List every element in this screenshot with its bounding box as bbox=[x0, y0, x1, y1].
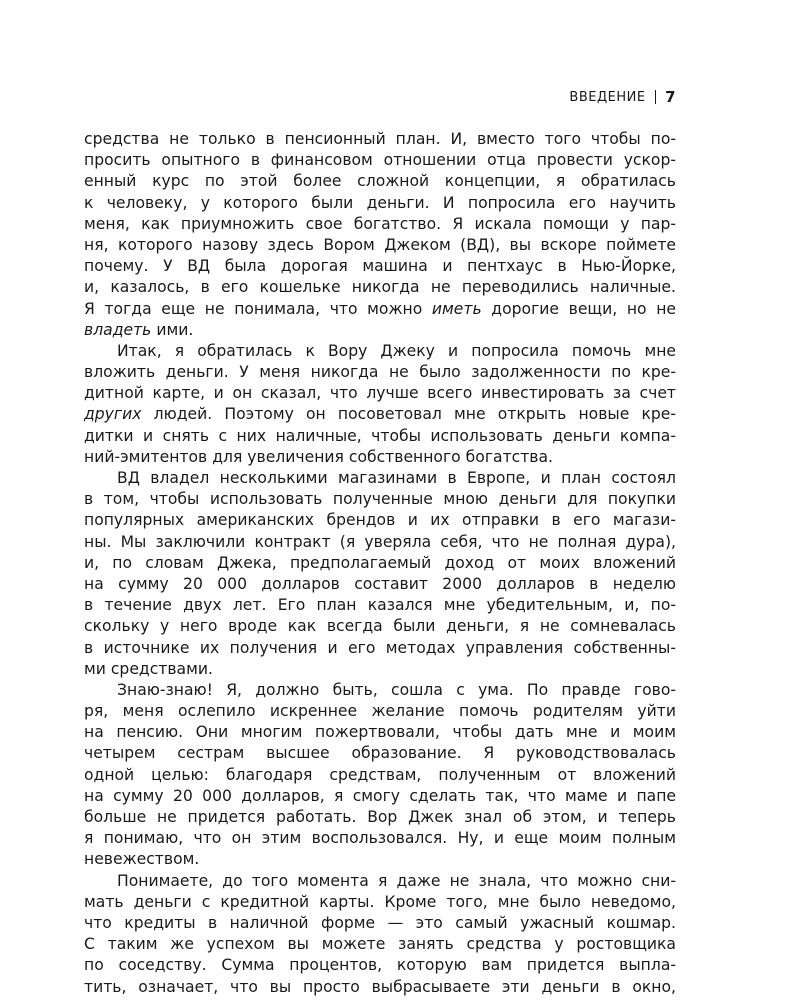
text-line: скольку у него вроде как всегда были деньги, я не сомневалась bbox=[84, 617, 676, 636]
text-line: невежеством. bbox=[84, 850, 200, 869]
text-line: четырем сестрам высшее образование. Я руководствовалась bbox=[84, 744, 676, 763]
text-line: что кредиты в наличной форме — это самый ужасный кошмар. bbox=[84, 913, 676, 932]
text-line: ня, которого назову здесь Вором Джеком (ВД), вы вскоре поймете bbox=[84, 235, 676, 254]
text-line: в том, чтобы использовать полученные мною деньги для покупки bbox=[84, 490, 676, 509]
text-line: к человеку, у которого были деньги. И попросила его научить bbox=[84, 193, 676, 212]
emphasis: других bbox=[84, 405, 142, 424]
text-line: меня, как приумножить свое богатство. Я искала помощи у пар- bbox=[84, 214, 676, 233]
text-line: вложить деньги. У меня никогда не было задолженности по кре- bbox=[84, 363, 676, 382]
text-line: С таким же успехом вы можете занять средства у ростовщика bbox=[84, 935, 676, 954]
text-line: енный курс по этой более сложной концепции, я обратилась bbox=[84, 172, 676, 191]
emphasis: иметь bbox=[431, 299, 482, 318]
text-line: просить опытного в финансовом отношении отца провести ускор- bbox=[84, 151, 676, 170]
text-line: ний-эмитентов для увеличения собственного богатства. bbox=[84, 447, 554, 466]
text-segment: дорогие вещи, но не bbox=[481, 299, 676, 318]
text-line: я понимаю, что он этим воспользовался. Ну, и еще моим полным bbox=[84, 829, 676, 848]
text-segment: Я тогда еще не понимала, что можно bbox=[84, 299, 432, 318]
text-line bbox=[84, 404, 676, 425]
text-line: средства не только в пенсионный план. И, вместо того чтобы по- bbox=[84, 130, 676, 148]
section-title: ВВЕДЕНИЕ bbox=[569, 89, 646, 105]
text-line: ВД владел несколькими магазинами в Европе, и план состоял bbox=[117, 469, 676, 487]
text-line: почему. У ВД была дорогая машина и пентхаус в Нью-Йорке, bbox=[84, 257, 676, 276]
text-line: одной целью: благодаря средствам, полученным от вложений bbox=[84, 765, 676, 784]
text-segment: ими. bbox=[151, 320, 194, 339]
text-line: дитки и снять с них наличные, чтобы использовать деньги компа- bbox=[84, 426, 676, 445]
text-line: и, казалось, в его кошельке никогда не переводились наличные. bbox=[84, 278, 676, 297]
page-number: 7 bbox=[665, 88, 676, 106]
emphasis: владеть bbox=[84, 320, 152, 339]
text-line: мать деньги с кредитной карты. Кроме того, мне было неведомо, bbox=[84, 892, 676, 911]
text-line: на пенсию. Они многим пожертвовали, чтобы дать мне и моим bbox=[84, 723, 676, 742]
text-line: ря, меня ослепило искреннее желание помочь родителям уйти bbox=[84, 702, 676, 721]
text-line: Знаю-знаю! Я, должно быть, сошла с ума. По правде гово- bbox=[117, 680, 676, 699]
text-line: Итак, я обратилась к Вору Джеку и попросила помочь мне bbox=[117, 341, 676, 360]
header-separator bbox=[655, 90, 657, 104]
text-line: ны. Мы заключили контракт (я уверяла себя, что не полная дура), bbox=[84, 532, 676, 551]
text-line: больше не придется работать. Вор Джек знал об этом, и теперь bbox=[84, 808, 676, 826]
body-text bbox=[84, 129, 676, 998]
text-segment: людей. Поэтому он посоветовал мне открыть новые кре- bbox=[141, 405, 676, 424]
text-line: на сумму 20 000 долларов составит 2000 долларов в неделю bbox=[84, 574, 676, 593]
text-line: на сумму 20 000 долларов, я смогу сделать так, что маме и папе bbox=[84, 786, 676, 805]
text-line: популярных американских брендов и их отправки в его магази- bbox=[84, 511, 676, 530]
text-line: тить, означает, что вы просто выбрасываете эти деньги в окно, bbox=[84, 977, 676, 996]
text-line bbox=[84, 320, 676, 341]
text-line bbox=[84, 299, 676, 320]
running-head bbox=[569, 88, 676, 106]
text-line: по соседству. Сумма процентов, которую вам придется выпла- bbox=[84, 956, 676, 975]
text-line: дитной карте, и он сказал, что лучше всего инвестировать за счет bbox=[84, 384, 676, 403]
text-line: в течение двух лет. Его план казался мне убедительным, и, по- bbox=[84, 596, 676, 615]
text-line: ми средствами. bbox=[84, 659, 213, 678]
text-line: Понимаете, до того момента я даже не знала, что можно сни- bbox=[117, 871, 676, 890]
text-line: и, по словам Джека, предполагаемый доход от моих вложений bbox=[84, 553, 676, 572]
text-line: в источнике их получения и его методах управления собственны- bbox=[84, 638, 676, 657]
